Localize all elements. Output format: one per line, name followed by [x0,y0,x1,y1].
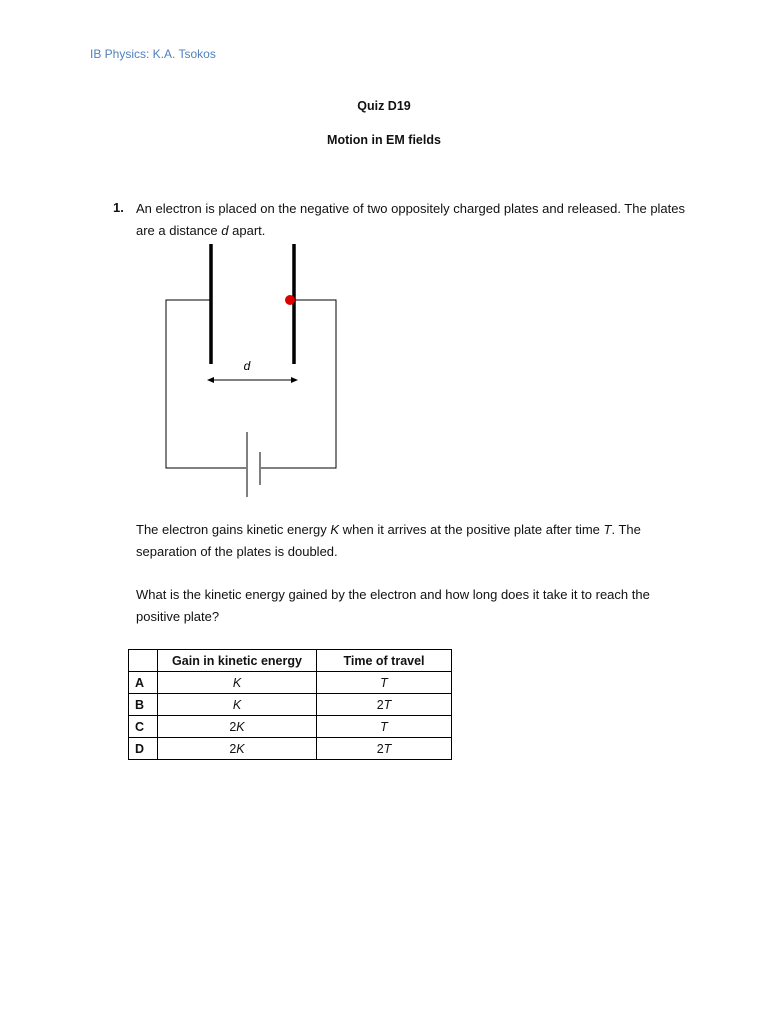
table-row [129,738,452,760]
table-header-time: Time of travel [317,650,452,672]
energy-var: K [232,675,242,690]
para2-text-b: when it arrives at the positive plate after time [339,522,604,537]
option-letter: D [129,738,158,760]
energy-var: K [236,741,245,756]
time-var: T [380,719,388,734]
energy-coef: 2 [229,719,237,734]
time-coef: 2 [376,741,384,756]
distance-label: d [243,359,251,373]
right-wire [261,300,336,468]
table-row [129,716,452,738]
answer-table [128,649,452,760]
time-var: T [383,697,392,712]
option-letter: B [129,694,158,716]
question-paragraph-2 [136,519,696,562]
arrowhead-left [207,377,214,383]
table-header-row [129,650,452,672]
question-intro-end: apart. [228,222,266,238]
para2-text-c: . The separation of the plates is doubled. [136,522,641,559]
time-var: T [380,675,388,690]
option-letter: A [129,672,158,694]
energy-var: K [236,719,245,734]
time-cell [317,672,452,694]
energy-coef: 2 [229,741,237,756]
time-coef: 2 [376,697,384,712]
para2-var-k: K [330,522,340,537]
para2-text-a: The electron gains kinetic energy [136,522,331,537]
question-number: 1. [113,200,124,215]
option-letter: C [129,716,158,738]
energy-cell [158,716,317,738]
quiz-subtitle: Motion in EM fields [327,133,441,147]
electron-dot [285,295,295,305]
table-row [129,672,452,694]
table-header-blank [129,650,158,672]
time-cell [317,738,452,760]
table-header-energy: Gain in kinetic energy [158,650,317,672]
question-intro-text: An electron is placed on the negative of two oppositely charged plates and released. The plates are a distance [136,201,686,238]
time-cell [317,716,452,738]
energy-cell [158,694,317,716]
energy-cell [158,738,317,760]
para2-var-t: T [603,522,612,537]
question-paragraph-3: What is the kinetic energy gained by the electron and how long does it take it to reach the positive plate? [136,587,650,624]
time-cell [317,694,452,716]
question-intro-var: d [221,222,229,238]
time-var: T [383,741,392,756]
document-header: IB Physics: K.A. Tsokos [90,47,216,61]
energy-var: K [232,697,242,712]
left-wire [166,300,246,468]
quiz-title: Quiz D19 [357,99,411,113]
energy-cell [158,672,317,694]
table-row [129,694,452,716]
arrowhead-right [291,377,298,383]
circuit-diagram [150,236,350,502]
question-intro [136,198,696,241]
